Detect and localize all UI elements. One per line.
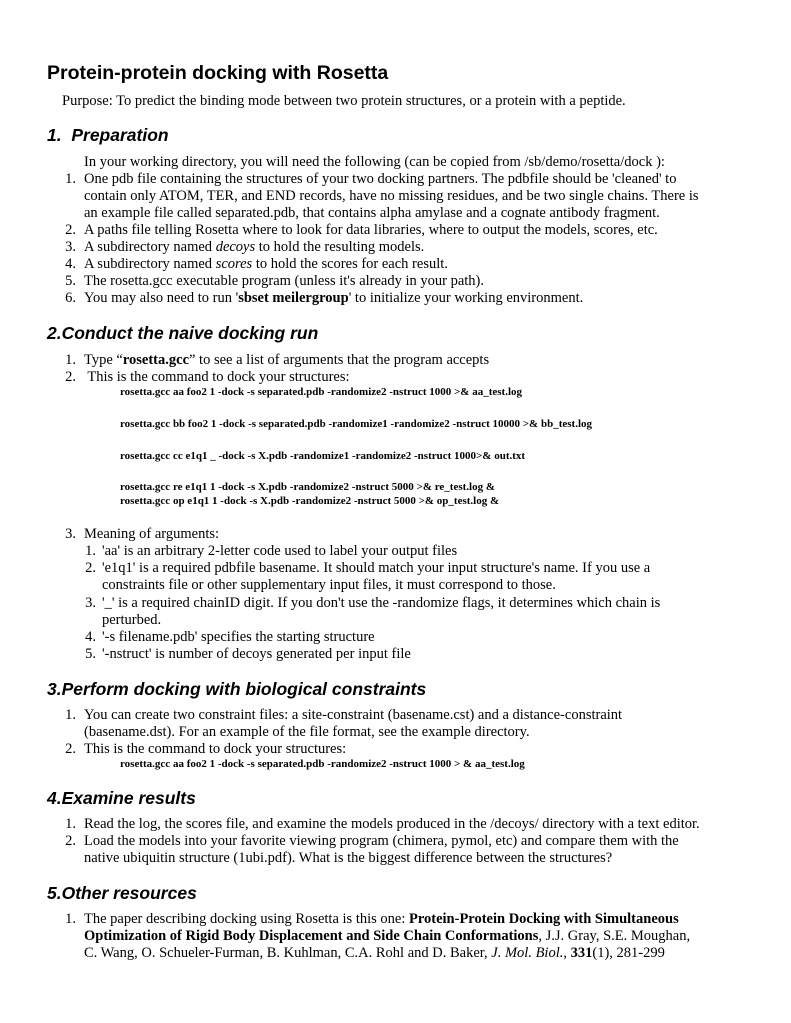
section-2-heading [47,323,318,344]
list-item-text: constraints file or other supplementary input files, it must correspond to those. [102,577,556,593]
section-5-heading [47,883,197,904]
command-line: rosetta.gcc aa foo2 1 -dock -s separated.pdb -randomize2 -nstruct 1000 > & aa_test.log [120,758,525,770]
list-item-text [84,928,690,945]
list-item-text [84,911,679,928]
list-item-text: This is the command to dock your structures: [84,741,347,757]
section-number: 2. [47,323,62,343]
text-span: C. Wang, O. Schueler-Furman, B. Kuhlman, C.A. Rohl and D. Baker, [84,945,492,961]
list-number: 2. [85,560,96,576]
command-line: rosetta.gcc op e1q1 1 -dock -s X.pdb -randomize2 -nstruct 5000 >& op_test.log & [120,495,500,507]
list-number: 2. [65,741,76,757]
list-number: 2. [65,833,76,849]
text-span: , J.J. Gray, S.E. Moughan, [538,928,691,944]
section-title: Other resources [61,883,197,903]
list-item-text: This is the command to dock your structures: [84,369,350,385]
list-item-text: an example file called separated.pdb, that contains alpha amylase and a cognate antibody fragment. [84,205,660,221]
section-number: 4. [47,788,62,808]
list-number: 1. [85,543,96,559]
list-item-text: The rosetta.gcc executable program (unless it's already in your path). [84,273,485,289]
text-span: ' to initialize your working environment. [348,290,584,306]
text-span: Type “ [84,352,123,368]
list-number: 4. [65,256,76,272]
list-number: 3. [65,239,76,255]
text-span: You may also need to run ' [84,290,239,306]
list-number: 2. [65,369,76,385]
list-number: 6. [65,290,76,306]
list-number: 1. [65,707,76,723]
list-item-text [84,239,424,256]
section-number: 3. [47,679,62,699]
list-number: 3. [85,595,96,611]
list-number: 3. [65,526,76,542]
text-span: ” to see a list of arguments that the program accepts [189,352,490,368]
command-line: rosetta.gcc cc e1q1 _ -dock -s X.pdb -randomize1 -randomize2 -nstruct 1000>& out.txt [120,450,526,462]
list-item-text: 'e1q1' is a required pdbfile basename. It should match your input structure's name. If you use a [102,560,651,576]
section-number: 5. [47,883,62,903]
list-item-text [84,352,489,369]
command-line: rosetta.gcc bb foo2 1 -dock -s separated.pdb -randomize1 -randomize2 -nstruct 10000 >& bb_test.log [120,418,593,430]
text-span: to hold the scores for each result. [252,256,448,272]
list-number: 5. [65,273,76,289]
paper-title: Protein-Protein Docking with Simultaneous [408,911,679,927]
list-item-text: '-s filename.pdb' specifies the starting structure [102,629,375,645]
list-item-text: 'aa' is an arbitrary 2-letter code used to label your output files [102,543,458,559]
section-4-heading [47,788,196,809]
list-item-text: '-nstruct' is number of decoys generated per input file [102,646,411,662]
emphasis: scores [215,256,253,272]
list-item-text: perturbed. [102,612,162,628]
list-number: 5. [85,646,96,662]
list-number: 2. [65,222,76,238]
strong-text: rosetta.gcc [122,352,189,368]
purpose-text: Purpose: To predict the binding mode between two protein structures, or a protein with a peptide. [62,93,626,109]
list-item-text [84,945,665,962]
list-item-text: A paths file telling Rosetta where to look for data libraries, where to output the models, scores, etc. [84,222,658,238]
list-item-text: native ubiquitin structure (1ubi.pdf). What is the biggest difference between the structures? [84,850,613,866]
list-number: 4. [85,629,96,645]
list-item-text [84,290,583,307]
list-item-text: You can create two constraint files: a site-constraint (basename.cst) and a distance-constraint [84,707,623,723]
journal-volume: 331 [570,945,593,961]
journal-name: J. Mol. Biol. [491,945,564,961]
section-3-heading [47,679,426,700]
paper-title: Optimization of Rigid Body Displacement and Side Chain Conformations [84,928,539,944]
text-span: A subdirectory named [84,239,216,255]
section-1-intro: In your working directory, you will need the following (can be copied from /sb/demo/rosetta/dock ): [84,154,665,170]
list-item-text: Meaning of arguments: [84,526,220,542]
emphasis: decoys [215,239,256,255]
section-number: 1. [47,125,62,145]
text-span: to hold the resulting models. [255,239,425,255]
command-line: rosetta.gcc aa foo2 1 -dock -s separated.pdb -randomize2 -nstruct 1000 >& aa_test.log [120,386,523,398]
text-span: (1), 281-299 [592,945,665,961]
command-line: rosetta.gcc re e1q1 1 -dock -s X.pdb -randomize2 -nstruct 5000 >& re_test.log & [120,481,496,493]
page-title: Protein-protein docking with Rosetta [47,62,389,84]
strong-text: sbset meilergroup [238,290,349,306]
list-item-text: Load the models into your favorite viewing program (chimera, pymol, etc) and compare them with the [84,833,679,849]
section-title: Preparation [71,125,169,145]
list-item-text: contain only ATOM, TER, and END records, have no missing residues, and be two single chains. There is [84,188,699,204]
section-title: Examine results [61,788,196,808]
list-item-text: '_' is a required chainID digit. If you don't use the -randomize flags, it determines which chain is [102,595,661,611]
text-span: , [563,945,571,961]
list-item-text: One pdb file containing the structures of your two docking partners. The pdbfile should be 'cleaned' to [84,171,677,187]
list-item-text [84,256,448,273]
section-1-heading [47,125,169,146]
list-number: 1. [65,171,76,187]
list-item-text: Read the log, the scores file, and examine the models produced in the /decoys/ directory with a text editor. [84,816,700,832]
section-title: Perform docking with biological constraints [61,679,427,699]
section-title: Conduct the naive docking run [61,323,319,343]
list-item-text: (basename.dst). For an example of the file format, see the example directory. [84,724,530,740]
list-number: 1. [65,816,76,832]
list-number: 1. [65,911,76,927]
list-number: 1. [65,352,76,368]
text-span: A subdirectory named [84,256,216,272]
text-span: The paper describing docking using Rosetta is this one: [84,911,409,927]
